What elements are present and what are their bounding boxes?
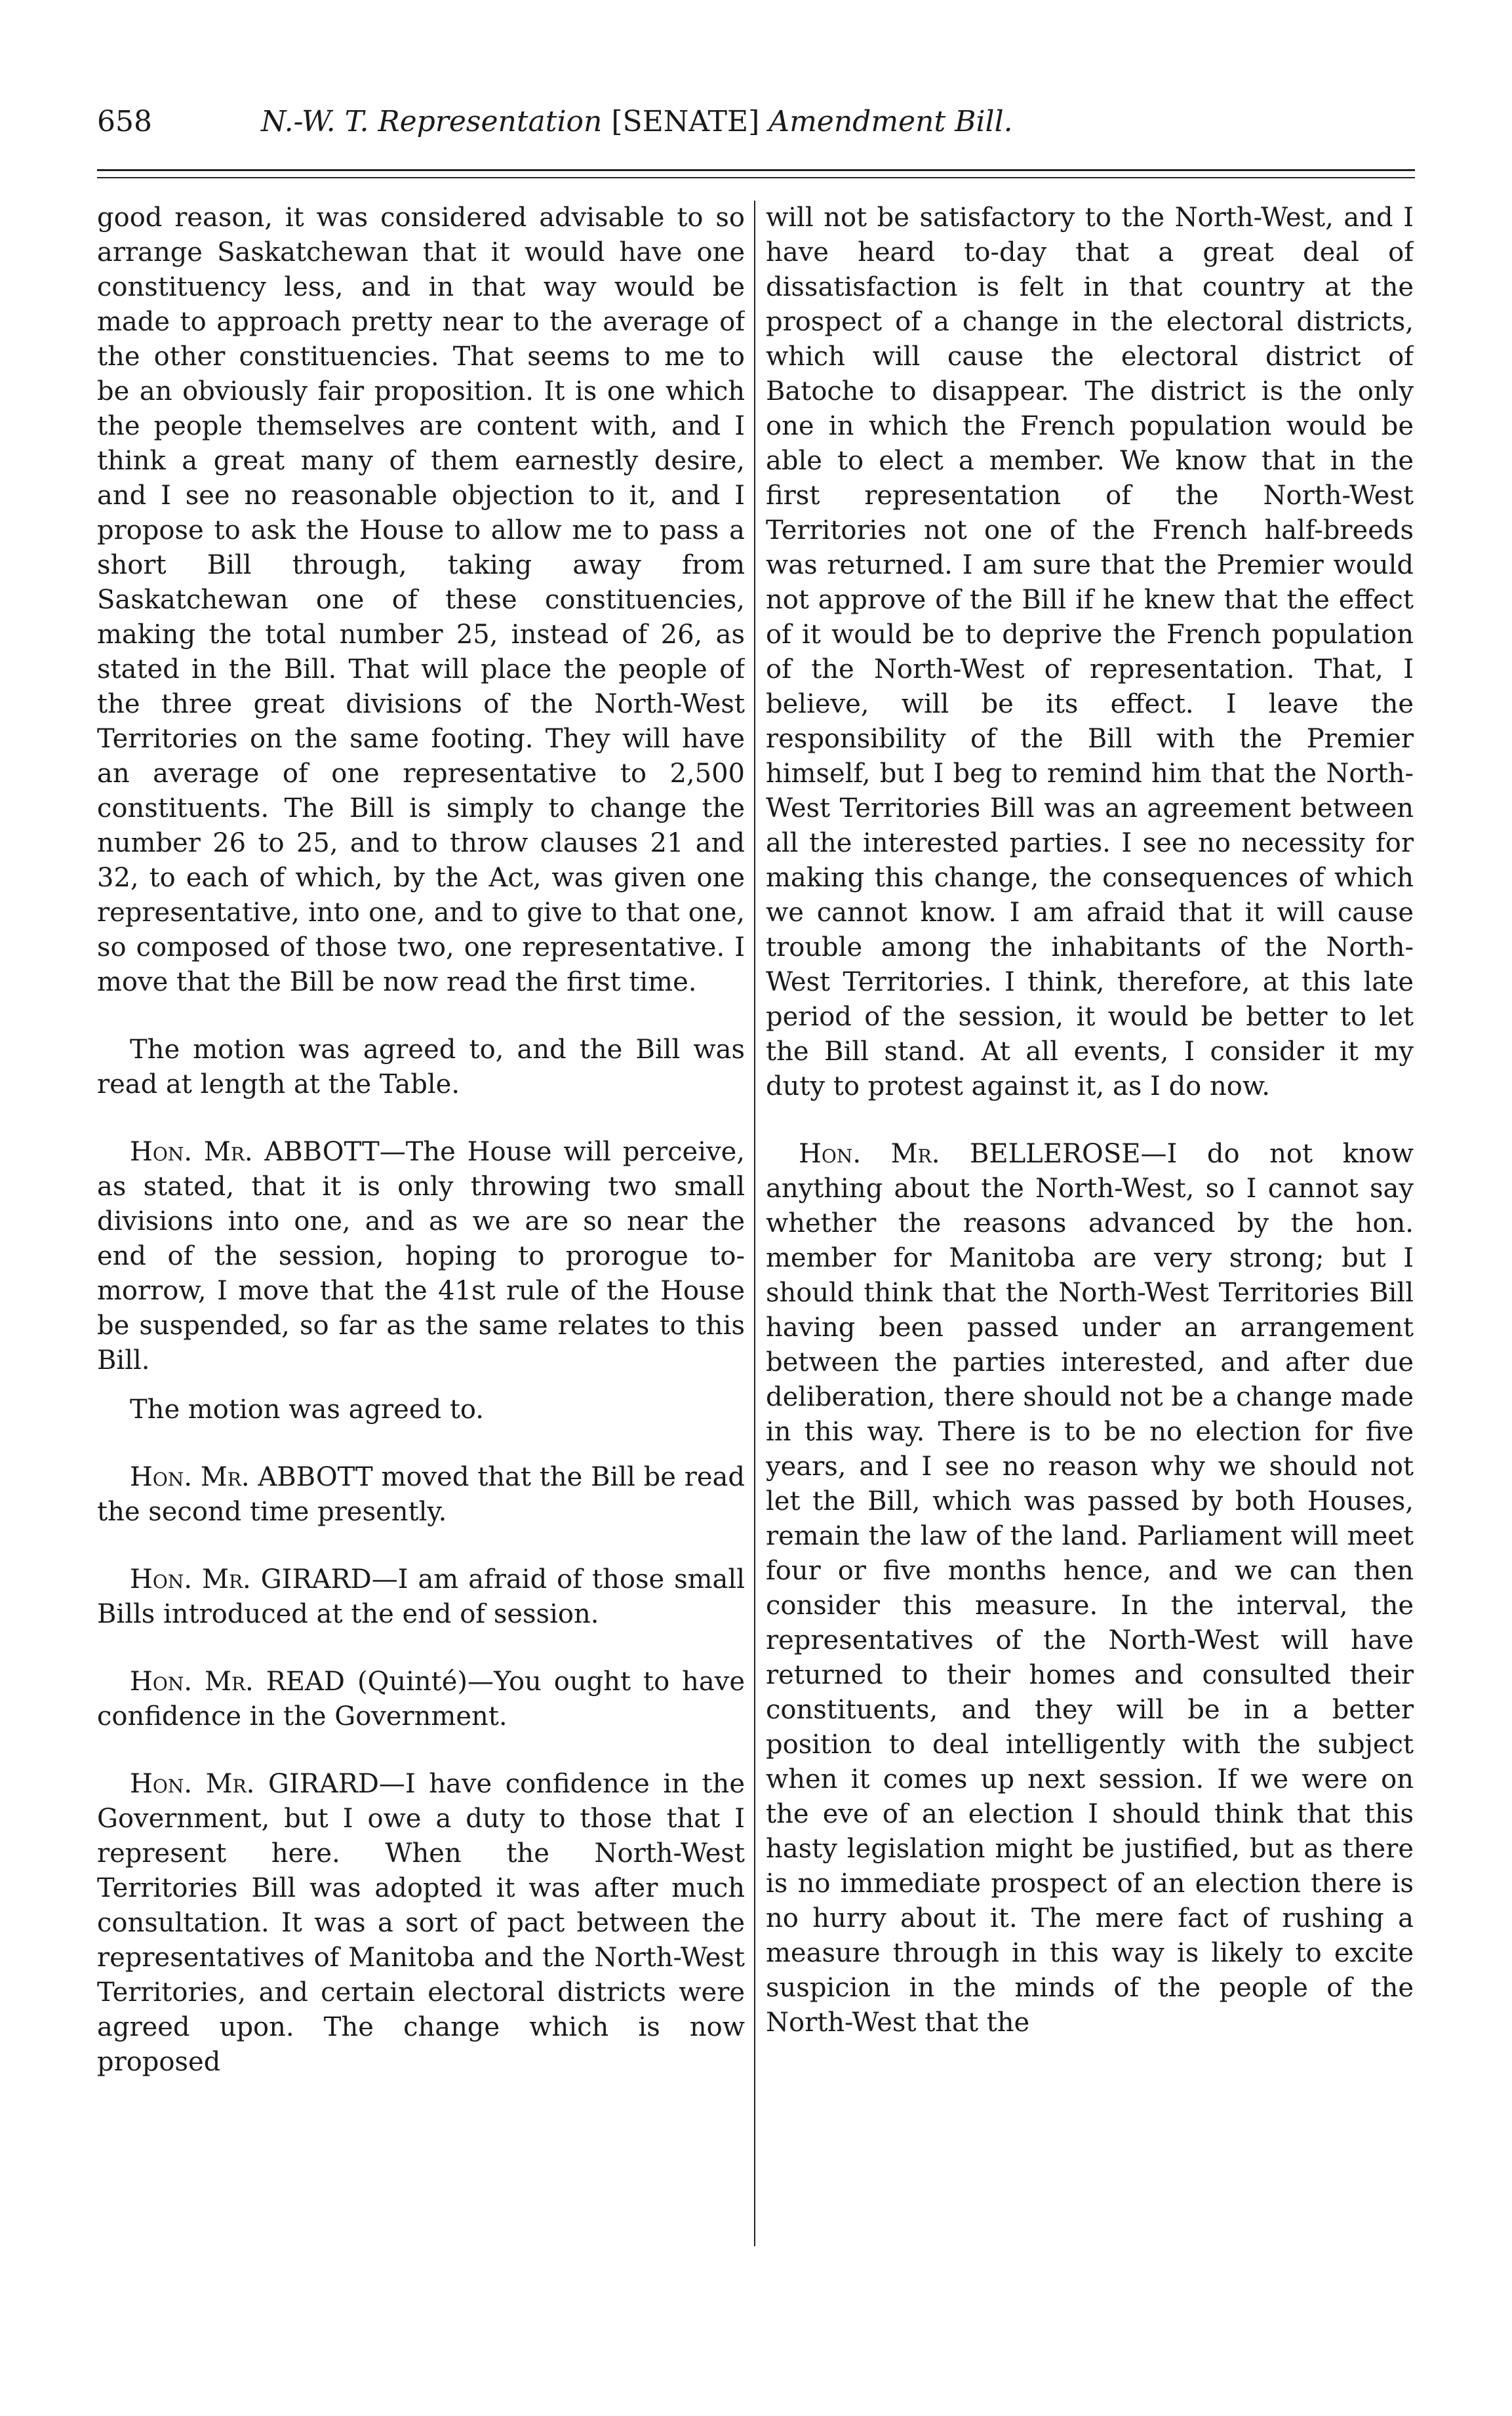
left-column	[97, 201, 745, 2246]
paragraph	[97, 201, 745, 1000]
header-rule-top	[97, 169, 1415, 171]
speaker-name: Hon. Mr. READ	[130, 1667, 345, 1697]
speech-text: —I am afraid of those small Bills introduced at the end of session.	[97, 1564, 745, 1629]
speech-paragraph	[97, 1460, 745, 1530]
title-part-2: [SENATE]	[611, 105, 760, 138]
paragraph-text: The motion was agreed to.	[130, 1395, 484, 1425]
paragraph-text: good reason, it was considered advisable to so arrange Saskatchewan that it would have one constituency less, and in that way would be made to approach pretty near to the average of the other constituencies. That seems to me to be an obviously fair proposition. It is one which the people themselves are content with, and I think a great many of them earnestly desire, and I see no reasonable objection to it, and I propose to ask the House to allow me to pass a short Bill through, taking away from Saskatchewan one of these constituencies, making the total number 25, instead of 26, as stated in the Bill. That will place the people of the three great divisions of the North-West Territories on the same footing. They will have an average of one representative to 2,500 constituents. The Bill is simply to change the number 26 to 25, and to throw clauses 21 and 32, to each of which, by the Act, was given one representative, into one, and to give to that one, so composed of those two, one representative. I move that the Bill be now read the first time.	[97, 203, 745, 997]
paragraph-text: will not be satisfactory to the North-West, and I have heard to-day that a great deal of dissatisfaction is felt in that country at the prospect of a change in the electoral districts, which will cause the electoral district of Batoche to disappear. The district is the only one in which the French population would be able to elect a member. We know that in the first representation of the North-West Territories not one of the French half-breeds was returned. I am sure that the Premier would not approve of the Bill if he knew that the effect of it would be to deprive the French population of the North-West of representation. That, I believe, will be its effect. I leave the responsibility of the Bill with the Premier himself, but I beg to remind him that the North-West Territories Bill was an agreement between all the interested parties. I see no necessity for making this change, the consequences of which we cannot know. I am afraid that it will cause trouble among the inhabitants of the North-West Territories. I think, therefore, at this late period of the session, it would be better to let the Bill stand. At all events, I consider it my duty to protest against it, as I do now.	[766, 203, 1414, 1101]
paragraph-text: The motion was agreed to, and the Bill was read at length at the Table.	[97, 1035, 745, 1099]
speech-text: —The House will perceive, as stated, that it is only throwing two small divisions into one, and as we are so near the end of the session, hoping to prorogue to-morrow, I move that the 41st rule of the House be suspended, so far as the same relates to this Bill.	[97, 1137, 745, 1376]
speech-text: —I have confidence in the Government, but I owe a duty to those that I represent here. When the North-West Territories Bill was adopted it was after much consultation. It was a sort of pact between the representatives of Manitoba and the North-West Territories, and certain electoral districts were agreed upon. The change which is now proposed	[97, 1769, 745, 2077]
paragraph	[97, 1033, 745, 1102]
title-part-1: N.-W. T. Representation	[261, 105, 603, 138]
speaker-name: Hon. Mr. ABBOTT	[130, 1137, 380, 1167]
header-rule-bottom	[97, 177, 1415, 178]
speaker-name: Hon. Mr. GIRARD	[130, 1769, 379, 1799]
speech-paragraph	[766, 1137, 1414, 2040]
page-number: 658	[97, 105, 152, 138]
running-header	[97, 98, 1415, 146]
speech-paragraph	[97, 1562, 745, 1632]
paragraph	[97, 1393, 745, 1427]
title-part-3: Amendment Bill.	[768, 105, 1013, 138]
running-title	[261, 98, 1013, 146]
speech-text: (Quinté)—You ought to have confidence in the Government.	[97, 1667, 745, 1732]
speech-text: moved that the Bill be read the second time presently.	[97, 1462, 745, 1527]
speech-paragraph	[97, 1135, 745, 1378]
column-divider	[754, 201, 755, 2246]
speaker-name: Hon. Mr. ABBOTT	[130, 1462, 373, 1492]
speaker-name: Hon. Mr. BELLEROSE	[799, 1139, 1141, 1169]
speech-paragraph	[97, 1767, 745, 2080]
speech-paragraph	[97, 1665, 745, 1734]
speech-text: —I do not know anything about the North-West, so I cannot say whether the reasons advanced by the hon. member for Manitoba are very strong; but I should think that the North-West Territories Bill having been passed under an arrangement between the parties interested, and after due deliberation, there should not be a change made in this way. There is to be no election for five years, and I see no reason why we should not let the Bill, which was passed by both Houses, remain the law of the land. Parliament will meet four or five months hence, and we can then consider this measure. In the interval, the representatives of the North-West will have returned to their homes and consulted their constituents, and they will be in a better position to deal intelligently with the subject when it comes up next session. If we were on the eve of an election I should think that this hasty legislation might be justified, but as there is no immediate prospect of an election there is no hurry about it. The mere fact of rushing a measure through in this way is likely to excite suspicion in the minds of the people of the North-West that the	[766, 1139, 1414, 2038]
right-column	[766, 201, 1414, 2246]
speaker-name: Hon. Mr. GIRARD	[130, 1564, 372, 1594]
paragraph	[766, 201, 1414, 1104]
